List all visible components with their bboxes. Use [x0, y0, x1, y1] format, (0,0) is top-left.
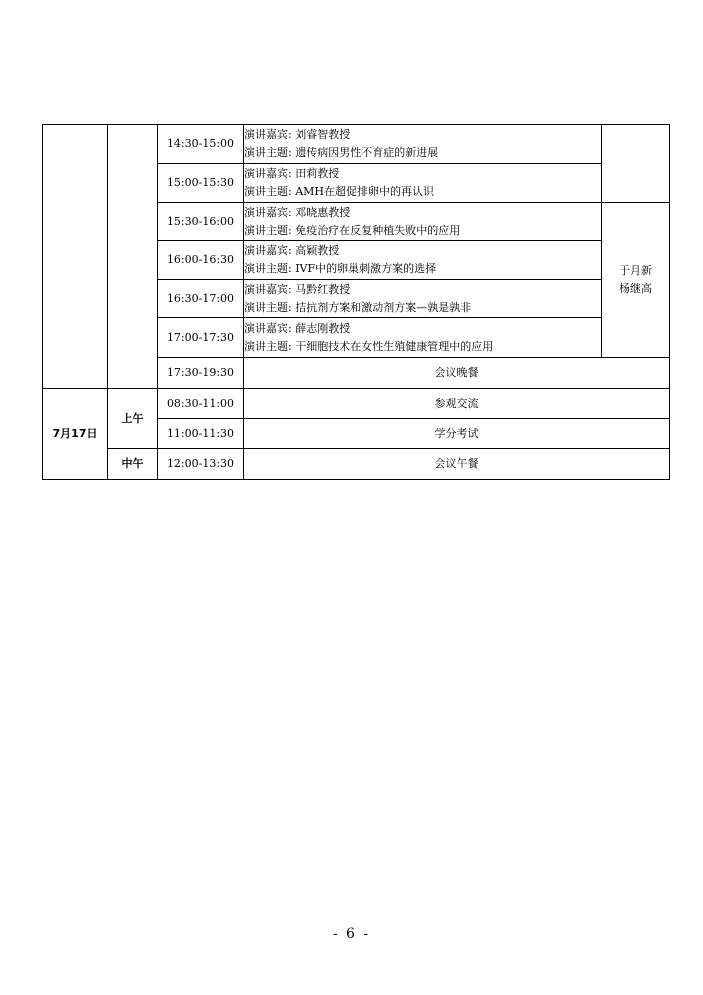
- chair-name: 于月新: [619, 264, 652, 277]
- talk-cell: [244, 164, 602, 203]
- time-cell: 16:30-17:00: [158, 280, 244, 318]
- talk-cell: [244, 203, 602, 241]
- event-cell: 参观交流: [244, 389, 670, 419]
- speaker-text: 演讲嘉宾: 高颖教授: [244, 244, 340, 257]
- topic-text: 演讲主题: IVF中的卵巢刺激方案的选择: [244, 262, 437, 275]
- event-cell: 会议午餐: [244, 449, 670, 480]
- talk-cell: [244, 241, 602, 280]
- talk-cell: [244, 318, 602, 358]
- speaker-text: 演讲嘉宾: 薛志刚教授: [244, 321, 351, 335]
- topic-text: 演讲主题: 干细胞技术在女性生殖健康管理中的应用: [244, 339, 494, 353]
- talk-cell: [244, 125, 602, 164]
- time-cell: 12:00-13:30: [158, 449, 244, 480]
- schedule-table: [42, 124, 670, 480]
- speaker-text: 演讲嘉宾: 田莉教授: [244, 167, 340, 180]
- table-row: [43, 389, 670, 419]
- topic-text: 演讲主题: 免疫治疗在反复种植失败中的应用: [244, 223, 461, 237]
- chair-cell: [602, 203, 670, 358]
- time-cell: 08:30-11:00: [158, 389, 244, 419]
- chair-name: 杨继高: [619, 282, 652, 295]
- event-cell: 学分考试: [244, 419, 670, 449]
- talk-cell: [244, 280, 602, 318]
- table-row: [43, 449, 670, 480]
- topic-text: 演讲主题: AMH在超促排卵中的再认识: [244, 185, 435, 198]
- topic-text: 演讲主题: 拮抗剂方案和激动剂方案—孰是孰非: [244, 300, 472, 314]
- topic-text: 演讲主题: 遗传病因男性不育症的新进展: [244, 146, 439, 159]
- time-cell: 17:30-19:30: [158, 358, 244, 389]
- period-cell-morning: 上午: [108, 389, 158, 449]
- event-cell: 会议晚餐: [244, 358, 670, 389]
- chair-cell-empty: [602, 125, 670, 203]
- date-cell-empty: [43, 125, 108, 389]
- page-number: - 6 -: [332, 926, 371, 942]
- time-cell: 15:00-15:30: [158, 164, 244, 203]
- speaker-text: 演讲嘉宾: 马黔红教授: [244, 282, 351, 296]
- time-cell: 15:30-16:00: [158, 203, 244, 241]
- period-cell-noon: 中午: [108, 449, 158, 480]
- time-cell: 16:00-16:30: [158, 241, 244, 280]
- time-cell: 17:00-17:30: [158, 318, 244, 358]
- table-row: [43, 125, 670, 164]
- time-cell: 11:00-11:30: [158, 419, 244, 449]
- speaker-text: 演讲嘉宾: 刘睿智教授: [244, 128, 351, 141]
- time-cell: 14:30-15:00: [158, 125, 244, 164]
- period-cell-empty: [108, 125, 158, 389]
- speaker-text: 演讲嘉宾: 邓晓惠教授: [244, 205, 351, 219]
- date-cell: 7月17日: [43, 389, 108, 480]
